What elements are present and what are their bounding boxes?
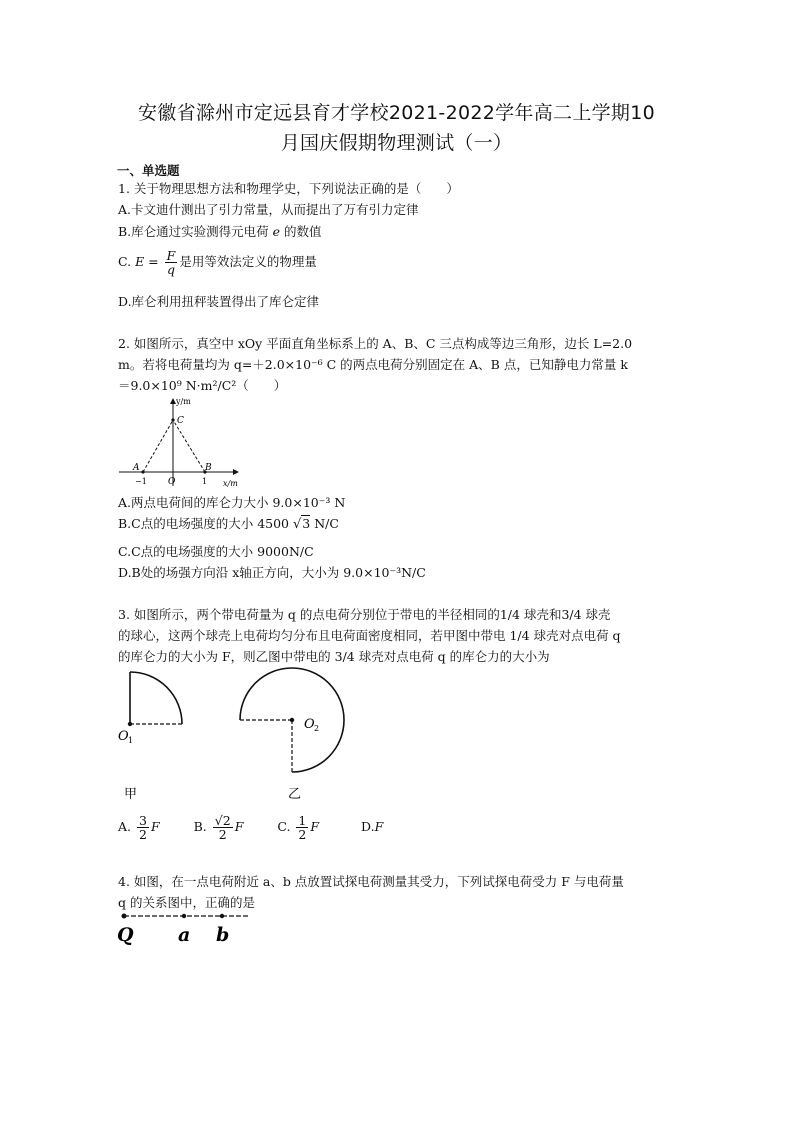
label-o2-sub: 2 xyxy=(314,724,320,733)
exam-title-line2: 月国庆假期物理测试（一） xyxy=(280,132,513,154)
point-c xyxy=(171,418,174,421)
sqrt-sign: √ xyxy=(292,517,302,532)
label-yi: 乙 xyxy=(288,787,302,802)
q2-triangle-figure xyxy=(115,394,245,490)
q3-option-a-label: A. xyxy=(118,819,132,834)
q2-option-b xyxy=(118,516,339,533)
point-a-dot xyxy=(182,914,186,918)
q1-stem: 1. 关于物理思想方法和物理学史，下列说法正确的是（ ） xyxy=(118,181,459,196)
y-axis-label: y/m xyxy=(176,397,191,406)
q3-stem-line2: 的球心，这两个球壳上电荷均匀分布且电荷面密度相同，若甲图中带电 1/4 球壳对点电荷 q xyxy=(118,628,621,643)
q4-stem-line2: q 的关系图中，正确的是 xyxy=(118,895,255,910)
q3-options xyxy=(118,814,383,841)
point-a xyxy=(141,470,144,473)
q3-c-den: 2 xyxy=(298,827,307,842)
q1-option-c xyxy=(118,249,317,276)
tick-neg-one: −1 xyxy=(135,477,147,486)
point-b-dot xyxy=(220,914,224,918)
label-o1-sub: 1 xyxy=(128,736,134,745)
q3-stem-line3: 的库仑力的大小为 F，则乙图中带电的 3/4 球壳对点电荷 q 的库仑力的大小为 xyxy=(118,649,550,664)
q1-option-b xyxy=(118,224,322,240)
q3-shell-figures xyxy=(112,664,362,804)
q3-b-var: F xyxy=(234,819,244,834)
q3-option-a-fraction xyxy=(137,814,149,841)
exam-title-line1: 安徽省滁州市定远县育才学校2021-2022学年高二上学期10 xyxy=(137,102,656,124)
q2-stem-line1: 2. 如图所示，真空中 xOy 平面直角坐标系上的 A、B、C 三点构成等边三角形，边长 L=2.0 xyxy=(118,336,633,351)
q4-charge-line-figure xyxy=(114,908,254,948)
q2-option-a: A.两点电荷间的库仑力大小 9.0×10⁻³ N xyxy=(118,495,346,510)
q1-c-num: F xyxy=(166,248,176,263)
q3-c-num: 1 xyxy=(298,813,307,828)
q2-option-d: D.B处的场强方向沿 x轴正方向，大小为 9.0×10⁻³N/C xyxy=(118,565,426,580)
q3-option-c-fraction xyxy=(296,814,308,841)
q1-b-var: e xyxy=(272,224,281,239)
q3-b-den: 2 xyxy=(218,827,227,842)
label-jia: 甲 xyxy=(124,787,138,802)
q4-stem-line1: 4. 如图，在一点电荷附近 a、b 点放置试探电荷测量其受力，下列试探电荷受力 F 与电荷量 xyxy=(118,874,624,889)
q1-option-d: D.库仑利用扭秤装置得出了库仑定律 xyxy=(118,294,320,309)
q1-c-fraction xyxy=(165,249,178,276)
q3-a-var: F xyxy=(150,819,160,834)
q3-option-b-fraction xyxy=(213,814,233,841)
point-o1 xyxy=(128,722,132,726)
q1-c-lhs: E xyxy=(135,254,145,269)
label-b: b xyxy=(216,924,230,946)
q2-option-c: C.C点的电场强度的大小 9000N/C xyxy=(118,544,314,559)
q3-stem-line1: 3. 如图所示，两个带电荷量为 q 的点电荷分别位于带电的半径相同的1/4 球壳和3/4 球壳 xyxy=(118,607,611,622)
label-c: C xyxy=(177,416,184,426)
label-b: B xyxy=(205,463,212,473)
quarter-shell-arc xyxy=(130,672,182,724)
q3-option-b-label: B. xyxy=(193,819,207,834)
q2-b-root: 3 xyxy=(302,516,311,531)
q1-c-label: C. xyxy=(118,254,136,269)
label-a: A xyxy=(133,463,140,473)
q1-b-post: 的数值 xyxy=(280,224,322,239)
q3-b-num: √2 xyxy=(214,813,231,828)
side-ac xyxy=(143,420,173,472)
q1-c-text: 是用等效法定义的物理量 xyxy=(179,254,317,269)
label-o2: O xyxy=(304,717,315,732)
x-axis-label: x/m xyxy=(223,479,238,488)
q3-c-var: F xyxy=(310,819,320,834)
x-axis-arrow xyxy=(233,469,239,475)
label-o: O xyxy=(168,477,176,487)
tick-one: 1 xyxy=(202,477,208,486)
q1-c-den: q xyxy=(166,262,175,277)
label-o1: O xyxy=(118,729,129,744)
q2-b-unit: N/C xyxy=(310,516,339,531)
q2-stem-line2: m。若将电荷量均为 q=＋2.0×10⁻⁶ C 的两点电荷分别固定在 A、B 点，已知静电力常量 k xyxy=(118,357,628,372)
point-o2 xyxy=(290,718,294,722)
q2-b-text: B.C点的电场强度的大小 4500 xyxy=(118,516,293,531)
charge-q-dot xyxy=(122,914,127,919)
q3-option-d-label: D. xyxy=(361,819,375,834)
q1-b-text: B.库仑通过实验测得元电荷 xyxy=(118,224,273,239)
q3-a-den: 2 xyxy=(139,827,147,842)
q1-option-a: A.卡文迪什测出了引力常量，从而提出了万有引力定律 xyxy=(118,202,419,217)
q3-a-num: 3 xyxy=(139,813,147,828)
q3-d-var: F xyxy=(374,819,384,834)
label-a: a xyxy=(178,924,191,946)
side-bc xyxy=(173,420,205,472)
q1-c-eq: = xyxy=(144,254,163,269)
q2-stem-line3: ＝9.0×10⁹ N·m²/C²（ ） xyxy=(118,378,287,393)
section-heading: 一、单选题 xyxy=(117,163,180,178)
label-q: Q xyxy=(117,924,134,946)
q3-option-c-label: C. xyxy=(277,819,291,834)
